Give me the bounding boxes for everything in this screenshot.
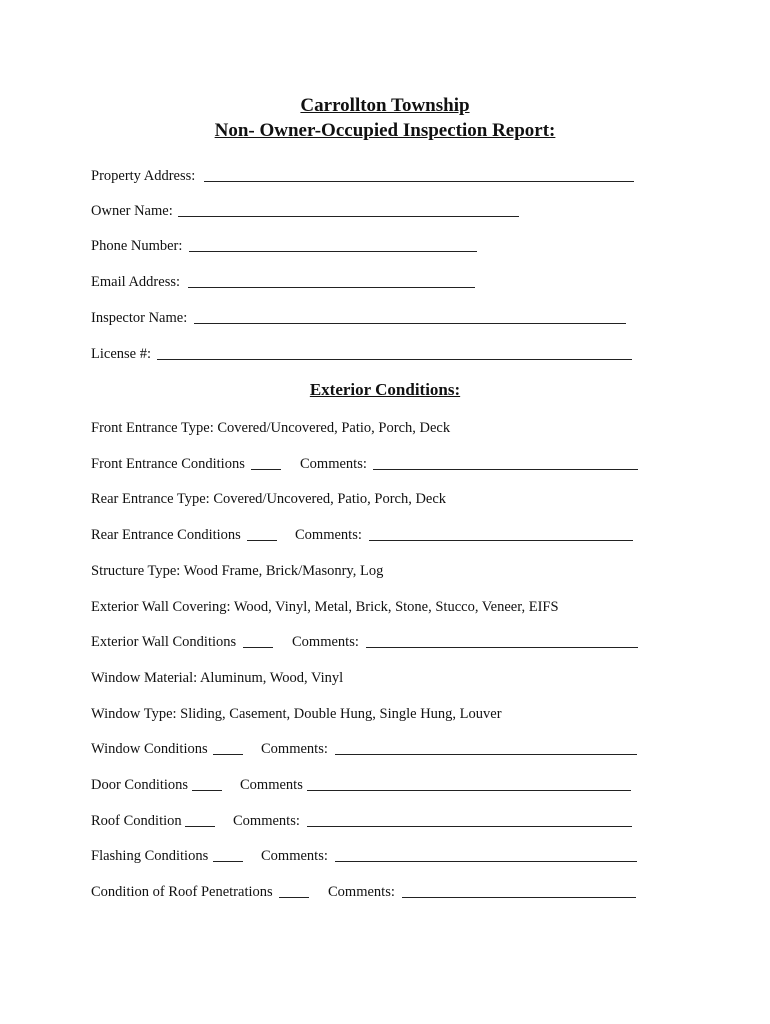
- front-entrance-conditions-label: Front Entrance Conditions: [91, 456, 245, 472]
- roof-penetrations-label: Condition of Roof Penetrations: [91, 884, 273, 900]
- rear-entrance-type-text: Rear Entrance Type: Covered/Uncovered, Patio, Porch, Deck: [91, 491, 447, 507]
- flashing-rating-line[interactable]: [213, 861, 243, 862]
- exterior-wall-rating-line[interactable]: [243, 647, 273, 648]
- roof-comments-line[interactable]: [307, 826, 632, 827]
- rear-entrance-rating-line[interactable]: [247, 540, 277, 541]
- property-address-field: [91, 166, 651, 186]
- structure-type-text: Structure Type: Wood Frame, Brick/Masonry, Log: [91, 563, 384, 579]
- exterior-wall-comments-label: Comments:: [292, 634, 359, 650]
- exterior-wall-conditions-label: Exterior Wall Conditions: [91, 634, 237, 650]
- license-field: [91, 344, 641, 364]
- roof-condition-label: Roof Condition: [91, 813, 182, 829]
- window-material: [91, 668, 691, 688]
- exterior-wall-covering: [91, 597, 711, 617]
- door-conditions-row: [91, 775, 651, 795]
- front-entrance-type: [91, 418, 691, 438]
- owner-name-line[interactable]: [178, 216, 519, 217]
- property-address-label: Property Address:: [91, 168, 196, 184]
- rear-entrance-comments-label: Comments:: [295, 527, 362, 543]
- page-title: Carrollton Township: [300, 95, 470, 116]
- roof-rating-line[interactable]: [185, 826, 215, 827]
- front-entrance-conditions-row: [91, 454, 651, 474]
- roof-penetrations-comments-line[interactable]: [402, 897, 636, 898]
- front-entrance-type-text: Front Entrance Type: Covered/Uncovered, Patio, Porch, Deck: [91, 420, 451, 436]
- phone-number-line[interactable]: [189, 251, 477, 252]
- phone-number-field: [91, 236, 491, 256]
- roof-penetrations-rating-line[interactable]: [279, 897, 309, 898]
- door-comments-label: Comments: [240, 777, 303, 793]
- report-title: Non- Owner-Occupied Inspection Report:: [214, 120, 556, 141]
- exterior-wall-covering-text: Exterior Wall Covering: Wood, Vinyl, Metal, Brick, Stone, Stucco, Veneer, EIFS: [91, 599, 559, 615]
- inspector-name-label: Inspector Name:: [91, 310, 188, 326]
- roof-comments-label: Comments:: [233, 813, 300, 829]
- roof-penetrations-comments-label: Comments:: [328, 884, 395, 900]
- window-conditions-row: [91, 739, 651, 759]
- flashing-comments-label: Comments:: [261, 848, 328, 864]
- rear-entrance-comments-line[interactable]: [369, 540, 633, 541]
- flashing-comments-line[interactable]: [335, 861, 637, 862]
- front-entrance-comments-line[interactable]: [373, 469, 638, 470]
- structure-type: [91, 561, 691, 581]
- email-address-label: Email Address:: [91, 274, 181, 290]
- exterior-wall-comments-line[interactable]: [366, 647, 638, 648]
- flashing-conditions-label: Flashing Conditions: [91, 848, 209, 864]
- window-material-text: Window Material: Aluminum, Wood, Vinyl: [91, 670, 344, 686]
- phone-number-label: Phone Number:: [91, 238, 183, 254]
- window-conditions-label: Window Conditions: [91, 741, 208, 757]
- door-comments-line[interactable]: [307, 790, 631, 791]
- exterior-conditions-heading: Exterior Conditions:: [309, 380, 461, 399]
- window-type: [91, 704, 691, 724]
- door-conditions-label: Door Conditions: [91, 777, 189, 793]
- owner-name-field: [91, 201, 531, 221]
- inspector-name-line[interactable]: [194, 323, 626, 324]
- rear-entrance-conditions-label: Rear Entrance Conditions: [91, 527, 241, 543]
- roof-penetrations-row: [91, 882, 651, 902]
- email-address-field: [91, 272, 491, 292]
- roof-condition-row: [91, 811, 651, 831]
- front-entrance-rating-line[interactable]: [251, 469, 281, 470]
- door-rating-line[interactable]: [192, 790, 222, 791]
- window-type-text: Window Type: Sliding, Casement, Double Hung, Single Hung, Louver: [91, 706, 502, 722]
- window-comments-label: Comments:: [261, 741, 328, 757]
- window-comments-line[interactable]: [335, 754, 637, 755]
- email-address-line[interactable]: [188, 287, 475, 288]
- flashing-conditions-row: [91, 846, 651, 866]
- license-line[interactable]: [157, 359, 632, 360]
- license-label: License #:: [91, 346, 151, 362]
- owner-name-label: Owner Name:: [91, 203, 173, 219]
- property-address-line[interactable]: [204, 181, 634, 182]
- rear-entrance-type: [91, 489, 691, 509]
- window-rating-line[interactable]: [213, 754, 243, 755]
- inspector-name-field: [91, 308, 636, 328]
- rear-entrance-conditions-row: [91, 525, 651, 545]
- exterior-wall-conditions-row: [91, 632, 651, 652]
- front-entrance-comments-label: Comments:: [300, 456, 367, 472]
